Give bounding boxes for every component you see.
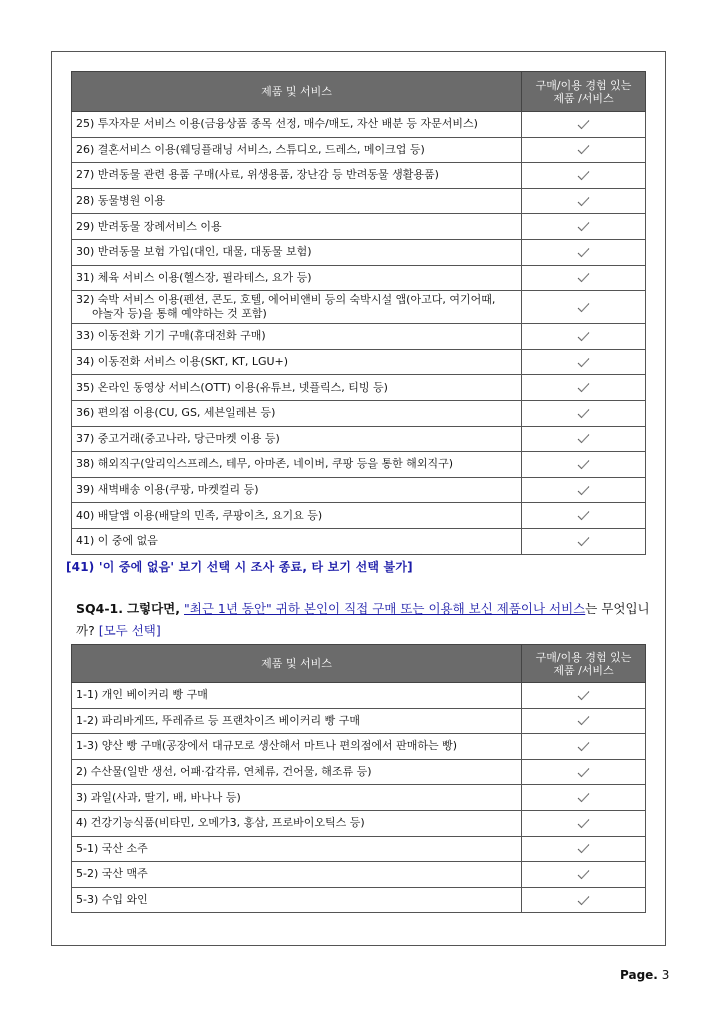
table-row: [72, 708, 646, 734]
check-icon: [577, 408, 590, 419]
purchase-checkbox[interactable]: [522, 759, 646, 785]
row-item-text: [72, 862, 522, 888]
check-icon: [577, 536, 590, 547]
row-item-label: 34) 이동전화 서비스 이용(SKT, KT, LGU+): [76, 355, 289, 369]
check-icon: [577, 690, 590, 701]
purchase-checkbox[interactable]: [522, 477, 646, 503]
page-number: [620, 968, 669, 982]
row-item-label: 26) 결혼서비스 이용(웨딩플래닝 서비스, 스튜디오, 드레스, 메이크업 등): [76, 142, 425, 156]
purchase-checkbox[interactable]: [522, 112, 646, 138]
row-item-label: 3) 과일(사과, 딸기, 배, 바나나 등): [76, 790, 241, 804]
product-service-table-2: [71, 644, 646, 913]
check-icon: [577, 247, 590, 258]
row-item-label-continued: 야놀자 등)을 통해 예약하는 것 포함): [92, 307, 267, 321]
row-item-label: 35) 온라인 동영상 서비스(OTT) 이용(유튜브, 넷플릭스, 티빙 등): [76, 380, 388, 394]
header-line-1: 구매/이용 경험 있는: [535, 650, 632, 664]
row-item-label: 27) 반려동물 관련 용품 구매(사료, 위생용품, 장난감 등 반려동물 생활용품): [76, 168, 439, 182]
table-row: [72, 137, 646, 163]
row-item-text: [72, 503, 522, 529]
page-label-text: Page.: [620, 968, 658, 982]
row-item-label: 4) 건강기능식품(비타민, 오메가3, 홍삼, 프로바이오틱스 등): [76, 816, 365, 830]
header-line-2: 제품 /서비스: [553, 663, 614, 677]
row-item-label: 5-3) 수입 와인: [76, 893, 148, 907]
row-item-text: [72, 683, 522, 709]
row-item-text: [72, 452, 522, 478]
question-sq4-1: [76, 598, 654, 642]
row-item-text: [72, 137, 522, 163]
check-icon: [577, 272, 590, 283]
purchase-checkbox[interactable]: [522, 426, 646, 452]
row-item-text: [72, 477, 522, 503]
check-icon: [577, 869, 590, 880]
table-row: [72, 477, 646, 503]
table-row: [72, 734, 646, 760]
termination-note: [41) '이 중에 없음' 보기 선택 시 조사 종료, 타 보기 선택 불가]: [66, 560, 413, 574]
header-purchase-experience: [522, 72, 646, 112]
purchase-checkbox[interactable]: [522, 291, 646, 324]
purchase-checkbox[interactable]: [522, 239, 646, 265]
row-item-text: [72, 810, 522, 836]
header-product-service: 제품 및 서비스: [72, 645, 522, 683]
table-row: [72, 452, 646, 478]
row-item-label: 28) 동물병원 이용: [76, 194, 166, 208]
purchase-checkbox[interactable]: [522, 708, 646, 734]
check-icon: [577, 843, 590, 854]
purchase-checkbox[interactable]: [522, 163, 646, 189]
row-item-text: [72, 426, 522, 452]
table-row: [72, 862, 646, 888]
table-row: [72, 214, 646, 240]
row-item-label: 1-2) 파리바게뜨, 뚜레쥬르 등 프랜차이즈 베이커리 빵 구매: [76, 713, 361, 727]
row-item-text: [72, 188, 522, 214]
table-row: [72, 528, 646, 554]
question-lead: 그렇다면,: [126, 601, 181, 616]
row-item-label: 2) 수산물(일반 생선, 어패·갑각류, 연체류, 건어물, 해조류 등): [76, 765, 372, 779]
table-row: [72, 188, 646, 214]
table-row: [72, 400, 646, 426]
table-row: [72, 265, 646, 291]
row-item-text: [72, 785, 522, 811]
table-row: [72, 810, 646, 836]
row-item-text: [72, 163, 522, 189]
row-item-text: [72, 349, 522, 375]
purchase-checkbox[interactable]: [522, 265, 646, 291]
purchase-checkbox[interactable]: [522, 137, 646, 163]
purchase-checkbox[interactable]: [522, 810, 646, 836]
row-item-text: [72, 112, 522, 138]
purchase-checkbox[interactable]: [522, 214, 646, 240]
row-item-label: 5-1) 국산 소주: [76, 841, 148, 855]
table-row: [72, 163, 646, 189]
purchase-checkbox[interactable]: [522, 862, 646, 888]
purchase-checkbox[interactable]: [522, 375, 646, 401]
row-item-text: [72, 887, 522, 913]
row-item-text: [72, 708, 522, 734]
check-icon: [577, 382, 590, 393]
row-item-label: 36) 편의점 이용(CU, GS, 세븐일레븐 등): [76, 406, 276, 420]
purchase-checkbox[interactable]: [522, 836, 646, 862]
row-item-label: 39) 새벽배송 이용(쿠팡, 마켓컬리 등): [76, 483, 259, 497]
check-icon: [577, 715, 590, 726]
table-row: [72, 426, 646, 452]
table-row: [72, 349, 646, 375]
table-row: [72, 503, 646, 529]
row-item-label: 1-3) 양산 빵 구매(공장에서 대규모로 생산해서 마트나 편의점에서 판매하는 빵): [76, 739, 458, 753]
row-item-text: [72, 239, 522, 265]
purchase-checkbox[interactable]: [522, 188, 646, 214]
table-row: [72, 785, 646, 811]
check-icon: [577, 302, 590, 313]
purchase-checkbox[interactable]: [522, 452, 646, 478]
question-tail: 는 무엇입니까?: [76, 601, 650, 638]
check-icon: [577, 221, 590, 232]
table-row: [72, 239, 646, 265]
header-purchase-experience: [522, 645, 646, 683]
table-row: [72, 112, 646, 138]
question-emphasis: "최근 1년 동안" 귀하 본인이 직접 구매 또는 이용해 보신 제품이나 서비스: [184, 601, 586, 616]
row-item-text: [72, 265, 522, 291]
check-icon: [577, 767, 590, 778]
row-item-label: 33) 이동전화 기기 구매(휴대전화 구매): [76, 329, 266, 343]
row-item-label: 38) 해외직구(알리익스프레스, 테무, 아마존, 네이버, 쿠팡 등을 통한 해외직구): [76, 457, 453, 471]
row-item-text: [72, 375, 522, 401]
header-product-service: 제품 및 서비스: [72, 72, 522, 112]
row-item-label: 5-2) 국산 맥주: [76, 867, 148, 881]
purchase-checkbox[interactable]: [522, 324, 646, 350]
purchase-checkbox[interactable]: [522, 349, 646, 375]
row-item-text: [72, 214, 522, 240]
check-icon: [577, 433, 590, 444]
row-item-label: 30) 반려동물 보험 가입(대인, 대물, 대동물 보험): [76, 245, 312, 259]
check-icon: [577, 510, 590, 521]
check-icon: [577, 485, 590, 496]
check-icon: [577, 196, 590, 207]
check-icon: [577, 818, 590, 829]
header-line-2: 제품 /서비스: [553, 91, 614, 105]
product-service-table-1: [71, 71, 646, 555]
row-item-label: 37) 중고거래(중고나라, 당근마켓 이용 등): [76, 431, 280, 445]
table-row: [72, 375, 646, 401]
page-number-value: 3: [661, 968, 670, 982]
check-icon: [577, 119, 590, 130]
purchase-checkbox[interactable]: [522, 785, 646, 811]
row-item-text: [72, 324, 522, 350]
purchase-checkbox[interactable]: [522, 734, 646, 760]
row-item-label: 1-1) 개인 베이커리 빵 구매: [76, 688, 208, 702]
row-item-label: 29) 반려동물 장례서비스 이용: [76, 219, 222, 233]
row-item-label: 40) 배달앱 이용(배달의 민족, 쿠팡이츠, 요기요 등): [76, 508, 323, 522]
table-row: [72, 887, 646, 913]
check-icon: [577, 331, 590, 342]
table-row: [72, 324, 646, 350]
table-row: [72, 291, 646, 324]
row-item-text: [72, 400, 522, 426]
check-icon: [577, 357, 590, 368]
purchase-checkbox[interactable]: [522, 400, 646, 426]
table-row: [72, 836, 646, 862]
purchase-checkbox[interactable]: [522, 887, 646, 913]
check-icon: [577, 792, 590, 803]
purchase-checkbox[interactable]: [522, 528, 646, 554]
row-item-text: [72, 836, 522, 862]
table-row: [72, 683, 646, 709]
purchase-checkbox[interactable]: [522, 683, 646, 709]
table-header-row: [72, 645, 646, 683]
table-row: [72, 759, 646, 785]
row-item-text: [72, 734, 522, 760]
row-item-text: [72, 528, 522, 554]
check-icon: [577, 895, 590, 906]
question-number: SQ4-1.: [76, 601, 123, 616]
row-item-label: 41) 이 중에 없음: [76, 534, 158, 548]
table-header-row: [72, 72, 646, 112]
check-icon: [577, 459, 590, 470]
row-item-label: 32) 숙박 서비스 이용(펜션, 콘도, 호텔, 에어비앤비 등의 숙박시설 앱(아고다, 여기어때,: [76, 293, 496, 307]
purchase-checkbox[interactable]: [522, 503, 646, 529]
row-item-label: 25) 투자자문 서비스 이용(금융상품 종목 선정, 매수/매도, 자산 배분 등 자문서비스): [76, 117, 478, 131]
row-item-text: [72, 291, 522, 324]
row-item-label: 31) 체육 서비스 이용(헬스장, 필라테스, 요가 등): [76, 270, 312, 284]
header-line-1: 구매/이용 경험 있는: [535, 78, 632, 92]
row-item-text: [72, 759, 522, 785]
check-icon: [577, 170, 590, 181]
check-icon: [577, 144, 590, 155]
multi-select-instruction: [모두 선택]: [98, 623, 161, 638]
check-icon: [577, 741, 590, 752]
